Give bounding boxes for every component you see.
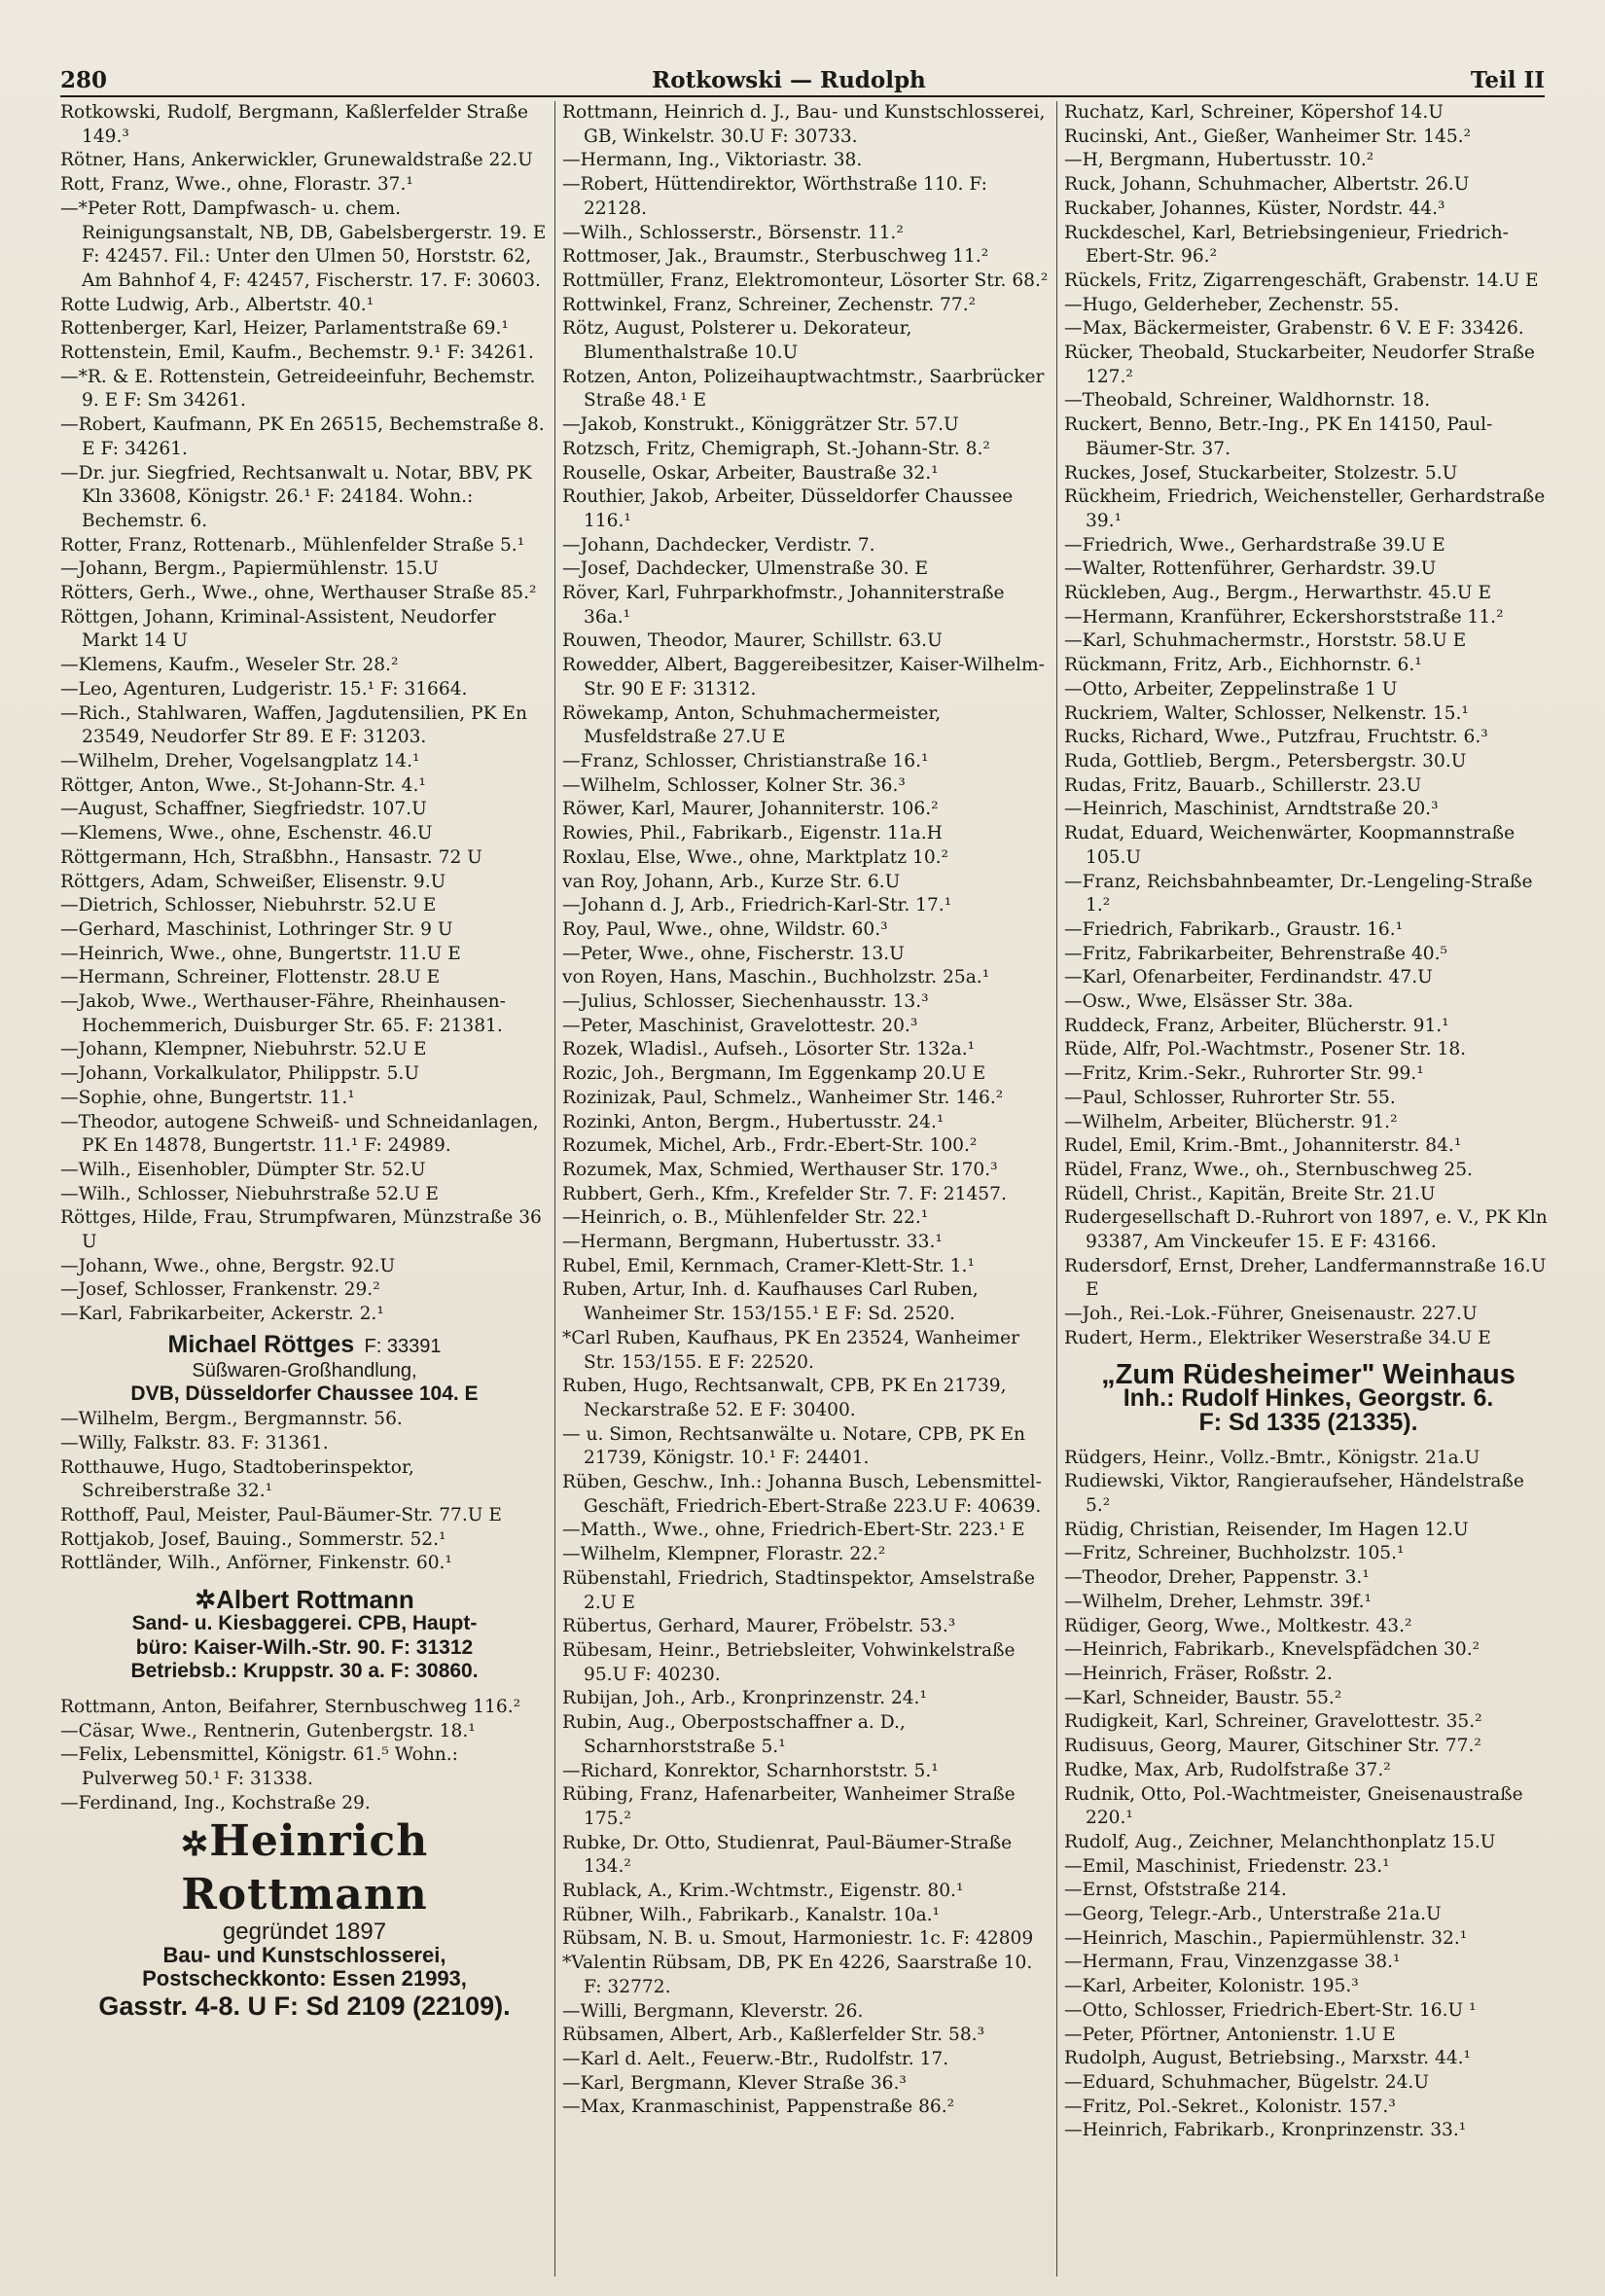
directory-entry: —Julius, Schlosser, Siechenhausstr. 13.³ bbox=[562, 991, 929, 1013]
advert-albert-rottmann bbox=[60, 1585, 549, 1684]
directory-entry: —Johann d. J, Arb., Friedrich-Karl-Str. 17.¹ bbox=[562, 895, 952, 916]
directory-entry: Rubel, Emil, Kernmach, Cramer-Klett-Str. 1.¹ bbox=[562, 1255, 975, 1276]
directory-entry: Rücker, Theobald, Stuckarbeiter, Neudorfer Straße 127.² bbox=[1064, 342, 1535, 387]
directory-entry: Röttgers, Adam, Schweißer, Elisenstr. 9.U bbox=[60, 871, 446, 892]
directory-entry: Rotzsch, Fritz, Chemigraph, St.-Johann-Str. 8.² bbox=[562, 438, 990, 459]
directory-entry: Rübsam, N. B. u. Smout, Harmoniestr. 1c. F: 42809 bbox=[562, 1928, 1034, 1950]
directory-entry: —Hermann, Bergmann, Hubertusstr. 33.¹ bbox=[562, 1232, 943, 1253]
directory-entry: —Johann, Vorkalkulator, Philippstr. 5.U bbox=[60, 1063, 420, 1085]
directory-entry: Rubbert, Gerh., Kfm., Krefelder Str. 7. F: 21457. bbox=[562, 1183, 1007, 1204]
directory-entry: Röttges, Hilde, Frau, Strumpfwaren, Münzstraße 36 U bbox=[60, 1207, 542, 1253]
directory-entry: —Franz, Schlosser, Christianstraße 16.¹ bbox=[562, 750, 929, 771]
directory-entry: Rucinski, Ant., Gießer, Wanheimer Str. 145.² bbox=[1064, 126, 1472, 147]
entry-list bbox=[1064, 1447, 1552, 2143]
directory-entry: —Karl, Ofenarbeiter, Ferdinandstr. 47.U bbox=[1064, 967, 1433, 988]
column-2 bbox=[562, 101, 1051, 2277]
directory-entry: Ruddeck, Franz, Arbeiter, Blücherstr. 91.¹ bbox=[1064, 1015, 1449, 1036]
directory-entry: —Rich., Stahlwaren, Waffen, Jagdutensilien, PK En 23549, Neudorfer Str 89. E F: 31203. bbox=[60, 702, 527, 748]
directory-entry: —Johann, Dachdecker, Verdistr. 7. bbox=[562, 534, 875, 556]
directory-entry: Rübenstahl, Friedrich, Stadtinspektor, Amselstraße 2.U E bbox=[562, 1567, 1035, 1613]
directory-entry: —Johann, Klempner, Niebuhrstr. 52.U E bbox=[60, 1039, 427, 1060]
directory-entry: van Roy, Johann, Arb., Kurze Str. 6.U bbox=[562, 871, 901, 892]
directory-entry: —Karl, Schuhmachermstr., Horststr. 58.U E bbox=[1064, 630, 1467, 652]
directory-entry: —Dietrich, Schlosser, Niebuhrstr. 52.U E bbox=[60, 895, 437, 916]
directory-entry: —Gerhard, Maschinist, Lothringer Str. 9 U bbox=[60, 918, 453, 940]
directory-entry: Rozek, Wladisl., Aufseh., Lösorter Str. 132a.¹ bbox=[562, 1039, 976, 1060]
advert-line: Postscheckkonto: Essen 21993, bbox=[142, 1965, 467, 1991]
directory-entry: Rudke, Max, Arb, Rudolfstraße 37.² bbox=[1064, 1759, 1391, 1780]
directory-entry: —Hermann, Ing., Viktoriastr. 38. bbox=[562, 150, 863, 171]
directory-entry: Rottenberger, Karl, Heizer, Parlamentstraße 69.¹ bbox=[60, 318, 509, 340]
directory-entry: —Fritz, Pol.-Sekret., Kolonistr. 157.³ bbox=[1064, 2096, 1396, 2117]
directory-entry: —Robert, Hüttendirektor, Wörthstraße 110. F: 22128. bbox=[562, 174, 987, 219]
directory-entry: —Leo, Agenturen, Ludgeristr. 15.¹ F: 31664. bbox=[60, 678, 468, 700]
directory-entry: Rüben, Geschw., Inh.: Johanna Busch, Lebensmittel-Geschäft, Friedrich-Ebert-Straße 223.U F: 40639. bbox=[562, 1472, 1042, 1517]
advert-line: Sand- u. Kiesbaggerei. CPB, Haupt- bbox=[131, 1611, 478, 1634]
directory-entry: —Heinrich, Fabrikarb., Knevelspfädchen 30.² bbox=[1064, 1639, 1480, 1661]
directory-entry: —Sophie, ohne, Bungertstr. 11.¹ bbox=[60, 1087, 355, 1108]
directory-entry: —Theodor, Dreher, Pappenstr. 3.¹ bbox=[1064, 1567, 1370, 1589]
directory-entry: Ruckes, Josef, Stuckarbeiter, Stolzestr. 5.U bbox=[1064, 462, 1458, 484]
page-number: 280 bbox=[60, 67, 108, 93]
directory-entry: Routhier, Jakob, Arbeiter, Düsseldorfer Chaussee 116.¹ bbox=[562, 486, 1014, 531]
advert-name: Heinrich Rottmann bbox=[181, 1815, 429, 1919]
directory-entry: —Wilhelm, Arbeiter, Blücherstr. 91.² bbox=[1064, 1111, 1398, 1132]
directory-entry: Rudisuus, Georg, Maurer, Gitschiner Str. 77.² bbox=[1064, 1736, 1481, 1757]
directory-entry: —Max, Bäckermeister, Grabenstr. 6 V. E F: 33426. bbox=[1064, 318, 1524, 340]
directory-entry: —Wilhelm, Dreher, Lehmstr. 39f.¹ bbox=[1064, 1591, 1372, 1612]
directory-entry: —H, Bergmann, Hubertusstr. 10.² bbox=[1064, 150, 1374, 171]
directory-entry: —Josef, Schlosser, Frankenstr. 29.² bbox=[60, 1279, 380, 1301]
directory-entry: Rüde, Alfr, Pol.-Wachtmstr., Posener Str. 18. bbox=[1064, 1039, 1467, 1060]
directory-entry: Ruck, Johann, Schuhmacher, Albertstr. 26.U bbox=[1064, 174, 1470, 196]
directory-entry: —Fritz, Krim.-Sekr., Ruhrorter Str. 99.¹ bbox=[1064, 1063, 1424, 1085]
directory-entry: Ruben, Artur, Inh. d. Kaufhauses Carl Ruben, Wanheimer Str. 153/155.¹ E F: Sd. 2520. bbox=[562, 1279, 979, 1325]
directory-entry: —Paul, Schlosser, Ruhrorter Str. 55. bbox=[1064, 1087, 1396, 1108]
advert-line: Inh.: Rudolf Hinkes, Georgstr. 6. bbox=[1123, 1384, 1494, 1413]
directory-entry: Rüdgers, Heinr., Vollz.-Bmtr., Königstr. 21a.U bbox=[1064, 1447, 1480, 1468]
directory-entry: Ruckaber, Johannes, Küster, Nordstr. 44.³ bbox=[1064, 197, 1445, 219]
directory-entry: Rozinizak, Paul, Schmelz., Wanheimer Str. 146.² bbox=[562, 1087, 1004, 1108]
directory-entry: —Otto, Arbeiter, Zeppelinstraße 1 U bbox=[1064, 678, 1398, 700]
directory-entry: Rotkowski, Rudolf, Bergmann, Kaßlerfelder Straße 149.³ bbox=[60, 102, 529, 147]
directory-entry: —Karl, Schneider, Baustr. 55.² bbox=[1064, 1687, 1342, 1708]
directory-entry: —Friedrich, Wwe., Gerhardstraße 39.U E bbox=[1064, 534, 1445, 556]
directory-entry: Rudert, Herm., Elektriker Weserstraße 34.U E bbox=[1064, 1327, 1491, 1348]
entry-list bbox=[562, 101, 1051, 2120]
directory-entry: Röttgermann, Hch, Straßbhn., Hansastr. 72 U bbox=[60, 846, 482, 868]
advert-heinrich-rottmann bbox=[60, 1816, 549, 2022]
directory-entry: Rübsamen, Albert, Arb., Kaßlerfelder Str. 58.³ bbox=[562, 2025, 985, 2046]
directory-entry: Rott, Franz, Wwe., ohne, Florastr. 37.¹ bbox=[60, 174, 413, 196]
part-label: Teil II bbox=[1470, 67, 1545, 93]
directory-entry: *Carl Ruben, Kaufhaus, PK En 23524, Wanheimer Str. 153/155. E F: 22520. bbox=[562, 1327, 1020, 1373]
directory-entry: Rottenstein, Emil, Kaufm., Bechemstr. 9.¹ F: 34261. bbox=[60, 342, 534, 364]
directory-entry: —Franz, Reichsbahnbeamter, Dr.-Lengeling-Straße 1.² bbox=[1064, 871, 1533, 916]
directory-entry: Rozinki, Anton, Bergm., Hubertusstr. 24.¹ bbox=[562, 1111, 945, 1132]
directory-entry: —Hugo, Gelderheber, Zechenstr. 55. bbox=[1064, 294, 1400, 315]
directory-entry: Rouselle, Oskar, Arbeiter, Baustraße 32.¹ bbox=[562, 462, 939, 484]
directory-entry: —Johann, Wwe., ohne, Bergstr. 92.U bbox=[60, 1255, 396, 1276]
column-3 bbox=[1064, 101, 1552, 2277]
directory-entry: Rudigkeit, Karl, Schreiner, Gravelottestr. 35.² bbox=[1064, 1711, 1482, 1733]
directory-entry: *Valentin Rübsam, DB, PK En 4226, Saarstraße 10. F: 32772. bbox=[562, 1953, 1033, 1997]
directory-entry: —*R. & E. Rottenstein, Getreideeinfuhr, Bechemstr. 9. E F: Sm 34261. bbox=[60, 366, 536, 412]
directory-entry: Rudiewski, Viktor, Rangieraufseher, Händelstraße 5.² bbox=[1064, 1471, 1524, 1517]
directory-entry: Rowies, Phil., Fabrikarb., Eigenstr. 11a.H bbox=[562, 823, 943, 844]
column-1 bbox=[60, 101, 549, 2277]
column-divider bbox=[1056, 101, 1057, 2277]
directory-entry: Rückels, Fritz, Zigarrengeschäft, Grabenstr. 14.U E bbox=[1064, 269, 1539, 291]
directory-entry: —Heinrich, Maschin., Papiermühlenstr. 32.¹ bbox=[1064, 1927, 1468, 1949]
directory-entry: —Wilh., Schlosserstr., Börsenstr. 11.² bbox=[562, 222, 904, 243]
directory-entry: —Eduard, Schuhmacher, Bügelstr. 24.U bbox=[1064, 2071, 1430, 2093]
directory-entry: Rottmann, Anton, Beifahrer, Sternbuschweg 116.² bbox=[60, 1697, 521, 1717]
directory-entry: Rotter, Franz, Rottenarb., Mühlenfelder Straße 5.¹ bbox=[60, 534, 525, 556]
directory-entry: —Matth., Wwe., ohne, Friedrich-Ebert-Str. 223.¹ E bbox=[562, 1520, 1025, 1541]
directory-entry: —Peter, Maschinist, Gravelottestr. 20.³ bbox=[562, 1015, 918, 1036]
directory-entry: Rozumek, Michel, Arb., Frdr.-Ebert-Str. 100.² bbox=[562, 1135, 978, 1157]
directory-entry: Rückheim, Friedrich, Weichensteller, Gerhardstraße 39.¹ bbox=[1064, 486, 1546, 531]
directory-entry: —Heinrich, Fabrikarb., Kronprinzenstr. 33.¹ bbox=[1064, 2120, 1467, 2141]
directory-entry: —Peter, Wwe., ohne, Fischerstr. 13.U bbox=[562, 943, 905, 964]
directory-entry: Rübesam, Heinr., Betriebsleiter, Vohwinkelstraße 95.U F: 40230. bbox=[562, 1640, 1016, 1685]
directory-entry: Rückmann, Fritz, Arb., Eichhornstr. 6.¹ bbox=[1064, 655, 1422, 676]
entry-list bbox=[60, 1696, 549, 1816]
directory-entry: —Jakob, Konstrukt., Königgrätzer Str. 57.U bbox=[562, 414, 959, 436]
directory-entry: Rouwen, Theodor, Maurer, Schillstr. 63.U bbox=[562, 630, 943, 652]
directory-entry: —Wilhelm, Bergm., Bergmannstr. 56. bbox=[60, 1409, 403, 1430]
advert-michael-roettges bbox=[60, 1330, 549, 1406]
directory-entry: —Wilhelm, Klempner, Florastr. 22.² bbox=[562, 1544, 886, 1565]
directory-entry: Rottländer, Wilh., Anförner, Finkenstr. 60.¹ bbox=[60, 1553, 452, 1574]
directory-entry: Rübertus, Gerhard, Maurer, Fröbelstr. 53.³ bbox=[562, 1616, 956, 1637]
directory-entry: —Heinrich, Maschinist, Arndtstraße 20.³ bbox=[1064, 799, 1439, 820]
directory-entry: —Cäsar, Wwe., Rentnerin, Gutenbergstr. 18.¹ bbox=[60, 1720, 476, 1741]
directory-entry: Rotthauwe, Hugo, Stadtoberinspektor, Schreiberstraße 32.¹ bbox=[60, 1456, 414, 1502]
directory-entry: —Wilhelm, Schlosser, Kolner Str. 36.³ bbox=[562, 774, 906, 796]
directory-entry: Rottwinkel, Franz, Schreiner, Zechenstr. 77.² bbox=[562, 294, 977, 315]
entry-list bbox=[60, 1408, 549, 1576]
directory-entry: —Peter, Pförtner, Antonienstr. 1.U E bbox=[1064, 2024, 1396, 2045]
directory-entry: Rübing, Franz, Hafenarbeiter, Wanheimer Straße 175.² bbox=[562, 1784, 1016, 1829]
advert-name: Michael Röttges bbox=[167, 1330, 355, 1358]
directory-entry: Rozumek, Max, Schmied, Werthauser Str. 170.³ bbox=[562, 1159, 998, 1180]
directory-entry: Rudas, Fritz, Bauarb., Schillerstr. 23.U bbox=[1064, 774, 1422, 796]
directory-entry: —Karl, Fabrikarbeiter, Ackerstr. 2.¹ bbox=[60, 1304, 384, 1325]
directory-entry: Rowedder, Albert, Baggereibesitzer, Kaiser-Wilhelm-Str. 90 E F: 31312. bbox=[562, 655, 1045, 700]
directory-entry: Ruckriem, Walter, Schlosser, Nelkenstr. 15.¹ bbox=[1064, 702, 1469, 724]
advert-phone: F: 33391 bbox=[364, 1335, 442, 1357]
directory-entry: Rottmüller, Franz, Elektromonteur, Lösorter Str. 68.² bbox=[562, 269, 1049, 291]
directory-entry: —Dr. jur. Siegfried, Rechtsanwalt u. Notar, BBV, PK Kln 33608, Königstr. 26.¹ F: 24184. Wohn.: Bechemstr. 6. bbox=[60, 462, 532, 531]
directory-entry: Rubin, Aug., Oberpostschaffner a. D., Scharnhorststraße 5.¹ bbox=[562, 1712, 906, 1757]
directory-entry: Rötner, Hans, Ankerwickler, Grunewaldstraße 22.U bbox=[60, 150, 533, 171]
directory-entry: Rotzen, Anton, Polizeihauptwachtmstr., Saarbrücker Straße 48.¹ E bbox=[562, 366, 1045, 412]
directory-entry: — u. Simon, Rechtsanwälte u. Notare, CPB, PK En 21739, Königstr. 10.¹ F: 24401. bbox=[562, 1423, 1026, 1469]
directory-entry: —Ferdinand, Ing., Kochstraße 29. bbox=[60, 1792, 371, 1813]
directory-entry: —Jakob, Wwe., Werthauser-Fähre, Rheinhausen-Hochemmerich, Duisburger Str. 65. F: 21381. bbox=[60, 991, 506, 1036]
directory-entry: Rubke, Dr. Otto, Studienrat, Paul-Bäumer-Straße 134.² bbox=[562, 1832, 1013, 1878]
entry-list bbox=[1064, 101, 1552, 1351]
directory-entry: —Felix, Lebensmittel, Königstr. 61.⁵ Wohn.: Pulverweg 50.¹ F: 31338. bbox=[60, 1744, 458, 1790]
directory-entry: —Friedrich, Fabrikarb., Graustr. 16.¹ bbox=[1064, 918, 1404, 940]
directory-entry: Rückleben, Aug., Bergm., Herwarthstr. 45.U E bbox=[1064, 583, 1492, 604]
directory-entry: Rudolf, Aug., Zeichner, Melanchthonplatz 15.U bbox=[1064, 1831, 1496, 1852]
page-header bbox=[60, 58, 1545, 97]
directory-entry: Rottmann, Heinrich d. J., Bau- und Kunstschlosserei, GB, Winkelstr. 30.U F: 30733. bbox=[562, 102, 1046, 147]
directory-entry: —Karl d. Aelt., Feuerw.-Btr., Rudolfstr. 17. bbox=[562, 2048, 949, 2069]
directory-entry: Ruchatz, Karl, Schreiner, Köpershof 14.U bbox=[1064, 102, 1444, 123]
directory-entry: —Wilh., Schlosser, Niebuhrstraße 52.U E bbox=[60, 1183, 440, 1204]
directory-entry: —Osw., Wwe, Elsässer Str. 38a. bbox=[1064, 991, 1354, 1013]
directory-entry: —Klemens, Wwe., ohne, Eschenstr. 46.U bbox=[60, 823, 433, 844]
directory-entry: —Hermann, Kranführer, Eckershorststraße 11.² bbox=[1064, 606, 1504, 628]
advert-line: Süßwaren-Großhandlung, bbox=[192, 1359, 417, 1381]
directory-entry: —Joh., Rei.-Lok.-Führer, Gneisenaustr. 227.U bbox=[1064, 1304, 1478, 1325]
directory-entry: Rucks, Richard, Wwe., Putzfrau, Fruchtstr. 6.³ bbox=[1064, 727, 1488, 748]
directory-entry: Röwekamp, Anton, Schuhmachermeister, Musfeldstraße 27.U E bbox=[562, 702, 942, 748]
directory-entry: Rudergesellschaft D.-Ruhrort von 1897, e. V., PK Kln 93387, Am Vinckeufer 15. E F: 43166. bbox=[1064, 1207, 1548, 1253]
entry-list bbox=[60, 101, 549, 1327]
asterisk-seal-icon: ✲ bbox=[180, 1824, 210, 1864]
advert-line: Betriebsb.: Kruppstr. 30 a. F: 30860. bbox=[130, 1660, 479, 1683]
directory-entry: Rüdig, Christian, Reisender, Im Hagen 12.U bbox=[1064, 1519, 1469, 1540]
directory-entry: —August, Schaffner, Siegfriedstr. 107.U bbox=[60, 799, 427, 820]
directory-entry: Röwer, Karl, Maurer, Johanniterstr. 106.² bbox=[562, 799, 939, 820]
directory-entry: —Otto, Schlosser, Friedrich-Ebert-Str. 16.U ¹ bbox=[1064, 1999, 1477, 2021]
directory-entry: —Ernst, Ofststraße 214. bbox=[1064, 1880, 1287, 1901]
directory-entry: Röttgen, Johann, Kriminal-Assistent, Neudorfer Markt 14 U bbox=[60, 606, 496, 652]
directory-entry: Rudolph, August, Betriebsing., Marxstr. 44.¹ bbox=[1064, 2048, 1472, 2069]
directory-entry: —Karl, Arbeiter, Kolonistr. 195.³ bbox=[1064, 1976, 1359, 1997]
directory-entry: Ruben, Hugo, Rechtsanwalt, CPB, PK En 21739, Neckarstraße 52. E F: 30400. bbox=[562, 1376, 1007, 1420]
directory-entry: —Wilhelm, Dreher, Vogelsangplatz 14.¹ bbox=[60, 750, 420, 771]
directory-entry: —Heinrich, Wwe., ohne, Bungertstr. 11.U E bbox=[60, 943, 461, 964]
advert-name: „Zum Rüdesheimer" Weinhaus bbox=[1101, 1358, 1516, 1390]
directory-entry: Rozic, Joh., Bergmann, Im Eggenkamp 20.U E bbox=[562, 1063, 986, 1085]
directory-entry: Rötz, August, Polsterer u. Dekorateur, Blumenthalstraße 10.U bbox=[562, 318, 912, 364]
directory-entry: —Heinrich, Fräser, Roßstr. 2. bbox=[1064, 1664, 1333, 1684]
advert-line: büro: Kaiser-Wilh.-Str. 90. F: 31312 bbox=[135, 1635, 474, 1659]
directory-entry: —Walter, Rottenführer, Gerhardstr. 39.U bbox=[1064, 558, 1437, 580]
directory-entry: Rottjakob, Josef, Bauing., Sommerstr. 52.¹ bbox=[60, 1528, 446, 1550]
directory-entry: Roxlau, Else, Wwe., ohne, Marktplatz 10.² bbox=[562, 846, 949, 868]
directory-entry: Rüdell, Christ., Kapitän, Breite Str. 21.U bbox=[1064, 1183, 1436, 1204]
directory-entry: von Royen, Hans, Maschin., Buchholzstr. 25a.¹ bbox=[562, 967, 990, 988]
directory-entry: —Heinrich, o. B., Mühlenfelder Str. 22.¹ bbox=[562, 1207, 929, 1229]
directory-entry: Ruda, Gottlieb, Bergm., Petersbergstr. 30.U bbox=[1064, 750, 1467, 771]
directory-entry: —Willy, Falkstr. 83. F: 31361. bbox=[60, 1432, 329, 1453]
directory-entry: Rubijan, Joh., Arb., Kronprinzenstr. 24.¹ bbox=[562, 1688, 927, 1709]
page-title: Rotkowski — Rudolph bbox=[652, 67, 926, 93]
directory-entry: Rübner, Wilh., Fabrikarb., Kanalstr. 10a.¹ bbox=[562, 1904, 941, 1925]
directory-entry: Rotthoff, Paul, Meister, Paul-Bäumer-Str. 77.U E bbox=[60, 1505, 502, 1526]
directory-entry: Rüdiger, Georg, Wwe., Moltkestr. 43.² bbox=[1064, 1615, 1412, 1636]
directory-entry: —Fritz, Schreiner, Buchholzstr. 105.¹ bbox=[1064, 1543, 1405, 1564]
advert-line: Gasstr. 4-8. U F: Sd 2109 (22109). bbox=[98, 1991, 511, 2021]
directory-entry: Röttger, Anton, Wwe., St-Johann-Str. 4.¹ bbox=[60, 774, 426, 796]
advert-zum-ruedesheimer bbox=[1064, 1358, 1552, 1436]
directory-entry: —Josef, Dachdecker, Ulmenstraße 30. E bbox=[562, 558, 929, 580]
directory-entry: —Hermann, Frau, Vinzenzgasse 38.¹ bbox=[1064, 1952, 1401, 1973]
directory-entry: Rottmoser, Jak., Braumstr., Sterbuschweg 11.² bbox=[562, 246, 989, 268]
directory-entry: Roy, Paul, Wwe., ohne, Wildstr. 60.³ bbox=[562, 918, 888, 940]
directory-entry: Rudnik, Otto, Pol.-Wachtmeister, Gneisenaustraße 220.¹ bbox=[1064, 1783, 1523, 1829]
directory-entry: Röver, Karl, Fuhrparkhofmstr., Johanniterstraße 36a.¹ bbox=[562, 583, 1005, 628]
advert-name: Albert Rottmann bbox=[216, 1585, 414, 1615]
directory-entry: Ruckert, Benno, Betr.-Ing., PK En 14150, Paul-Bäumer-Str. 37. bbox=[1064, 414, 1493, 459]
directory-entry: —Wilh., Eisenhobler, Dümpter Str. 52.U bbox=[60, 1159, 426, 1180]
directory-entry: —Emil, Maschinist, Friedenstr. 23.¹ bbox=[1064, 1855, 1390, 1877]
directory-entry: —Johann, Bergm., Papiermühlenstr. 15.U bbox=[60, 558, 439, 580]
directory-entry: Rudat, Eduard, Weichenwärter, Koopmannstraße 105.U bbox=[1064, 823, 1516, 868]
directory-entry: —Hermann, Schreiner, Flottenstr. 28.U E bbox=[60, 967, 441, 988]
advert-line: F: Sd 1335 (21335). bbox=[1198, 1408, 1418, 1436]
asterisk-seal-icon: ✲ bbox=[195, 1585, 217, 1615]
directory-entry: —Georg, Telegr.-Arb., Unterstraße 21a.U bbox=[1064, 1904, 1442, 1925]
directory-entry: —Willi, Bergmann, Kleverstr. 26. bbox=[562, 2000, 864, 2022]
directory-entry: —Klemens, Kaufm., Weseler Str. 28.² bbox=[60, 655, 399, 676]
directory-entry: Rötters, Gerh., Wwe., ohne, Werthauser Straße 85.² bbox=[60, 583, 537, 604]
directory-entry: —Theobald, Schreiner, Waldhornstr. 18. bbox=[1064, 390, 1431, 412]
directory-entry: —Max, Kranmaschinist, Pappenstraße 86.² bbox=[562, 2097, 955, 2118]
directory-entry: —*Peter Rott, Dampfwasch- u. chem. Reinigungsanstalt, NB, DB, Gabelsbergerstr. 19. E F: 42457. Fil.: Unter den Ulmen 50, Horststr. 62, Am Bahnhof 4, F: 42457, Fischerstr. 17. F: 30603. bbox=[60, 197, 547, 291]
directory-entry: —Robert, Kaufmann, PK En 26515, Bechemstraße 8. E F: 34261. bbox=[60, 414, 545, 459]
directory-entry: Rotte Ludwig, Arb., Albertstr. 40.¹ bbox=[60, 294, 374, 315]
directory-entry: —Theodor, autogene Schweiß- und Schneidanlagen, PK En 14878, Bungertstr. 11.¹ F: 24989. bbox=[60, 1111, 539, 1157]
directory-entry: —Fritz, Fabrikarbeiter, Behrenstraße 40.⁵ bbox=[1064, 943, 1447, 964]
directory-entry: Rublack, A., Krim.-Wchtmstr., Eigenstr. 80.¹ bbox=[562, 1881, 964, 1902]
advert-line: DVB, Düsseldorfer Chaussee 104. E bbox=[130, 1381, 479, 1405]
directory-entry: —Richard, Konrektor, Scharnhorststr. 5.¹ bbox=[562, 1760, 939, 1781]
directory-entry: Ruckdeschel, Karl, Betriebsingenieur, Friedrich-Ebert-Str. 96.² bbox=[1064, 222, 1509, 268]
directory-entry: Rudel, Emil, Krim.-Bmt., Johanniterstr. 84.¹ bbox=[1064, 1135, 1462, 1157]
advert-line: Bau- und Kunstschlosserei, bbox=[162, 1942, 446, 1967]
directory-entry: Rüdel, Franz, Wwe., oh., Sternbuschweg 25. bbox=[1064, 1159, 1473, 1180]
directory-entry: —Karl, Bergmann, Klever Straße 36.³ bbox=[562, 2072, 907, 2094]
column-divider bbox=[554, 101, 555, 2277]
directory-entry: Rudersdorf, Ernst, Dreher, Landfermannstraße 16.U E bbox=[1064, 1255, 1547, 1301]
advert-line: gegründet 1897 bbox=[222, 1918, 387, 1945]
